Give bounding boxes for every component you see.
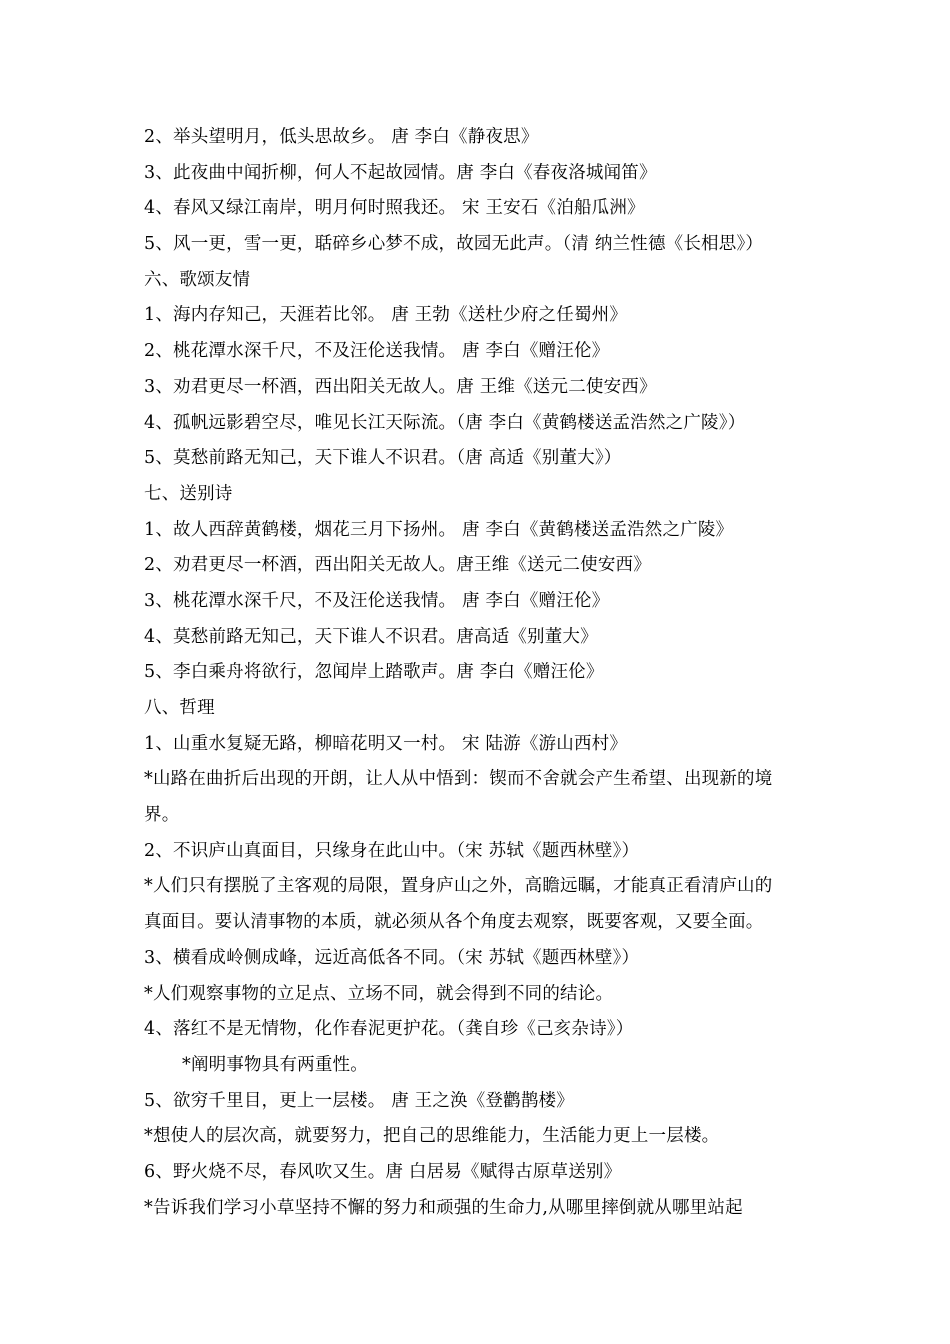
text-line: 2、桃花潭水深千尺，不及汪伦送我情。 唐 李白《赠汪伦》	[144, 341, 610, 362]
note-line: 真面目。要认清事物的本质，就必须从各个角度去观察，既要客观，又要全面。	[144, 912, 764, 933]
note-line: 界。	[144, 805, 180, 826]
text-line: 3、横看成岭侧成峰，远近高低各不同。（宋 苏轼《题西林壁》）	[144, 947, 640, 968]
text-line: 3、桃花潭水深千尺，不及汪伦送我情。 唐 李白《赠汪伦》	[144, 590, 610, 611]
text-line: 5、欲穷千里目，更上一层楼。 唐 王之涣《登鹳鹊楼》	[144, 1090, 574, 1111]
note-line: *阐明事物具有两重性。	[182, 1054, 368, 1075]
note-line: *人们只有摆脱了主客观的局限，置身庐山之外，高瞻远瞩，才能真正看清庐山的	[144, 876, 773, 897]
text-line: 4、莫愁前路无知己，天下谁人不识君。唐高适《别董大》	[144, 626, 598, 647]
note-line: *想使人的层次高，就要努力，把自己的思维能力，生活能力更上一层楼。	[144, 1126, 720, 1147]
text-line: 4、春风又绿江南岸，明月何时照我还。 宋 王安石《泊船瓜洲》	[144, 198, 645, 219]
text-line: 2、不识庐山真面目，只缘身在此山中。（宋 苏轼《题西林壁》）	[144, 840, 640, 861]
text-line: 3、劝君更尽一杯酒，西出阳关无故人。唐 王维《送元二使安西》	[144, 376, 657, 397]
section-heading: 七、送别诗	[144, 483, 233, 504]
text-line: 4、孤帆远影碧空尽，唯见长江天际流。（唐 李白《黄鹤楼送孟浩然之广陵》）	[144, 412, 746, 433]
section-heading: 八、哲理	[144, 698, 215, 718]
text-line: 1、故人西辞黄鹤楼，烟花三月下扬州。 唐 李白《黄鹤楼送孟浩然之广陵》	[144, 519, 734, 540]
document-body	[144, 120, 810, 1226]
text-line: 3、此夜曲中闻折柳，何人不起故园情。唐 李白《春夜洛城闻笛》	[144, 162, 657, 183]
text-line: 2、劝君更尽一杯酒，西出阳关无故人。唐王维《送元二使安西》	[144, 555, 651, 576]
text-line: 6、野火烧不尽，春风吹又生。唐 白居易《赋得古原草送别》	[144, 1161, 622, 1182]
text-line: 2、举头望明月，低头思故乡。 唐 李白《静夜思》	[144, 127, 539, 147]
note-line: *人们观察事物的立足点、立场不同，就会得到不同的结论。	[144, 983, 614, 1004]
text-line: 5、风一更，雪一更，聒碎乡心梦不成，故园无此声。（清 纳兰性德《长相思》）	[144, 234, 764, 255]
note-line: *告诉我们学习小草坚持不懈的努力和顽强的生命力,从哪里摔倒就从哪里站起	[144, 1197, 743, 1218]
text-line: 5、李白乘舟将欲行，忽闻岸上踏歌声。唐 李白《赠汪伦》	[144, 662, 604, 683]
text-line: 4、落红不是无情物，化作春泥更护花。（龚自珍《己亥杂诗》）	[144, 1019, 634, 1040]
section-heading: 六、歌颂友情	[144, 269, 251, 290]
text-line: 1、海内存知己，天涯若比邻。 唐 王勃《送杜少府之任蜀州》	[144, 305, 628, 326]
text-line: 5、莫愁前路无知己，天下谁人不识君。（唐 高适《别董大》）	[144, 448, 622, 469]
note-line: *山路在曲折后出现的开朗，让人从中悟到：锲而不舍就会产生希望、出现新的境	[144, 769, 773, 790]
text-line: 1、山重水复疑无路，柳暗花明又一村。 宋 陆游《游山西村》	[144, 733, 628, 754]
